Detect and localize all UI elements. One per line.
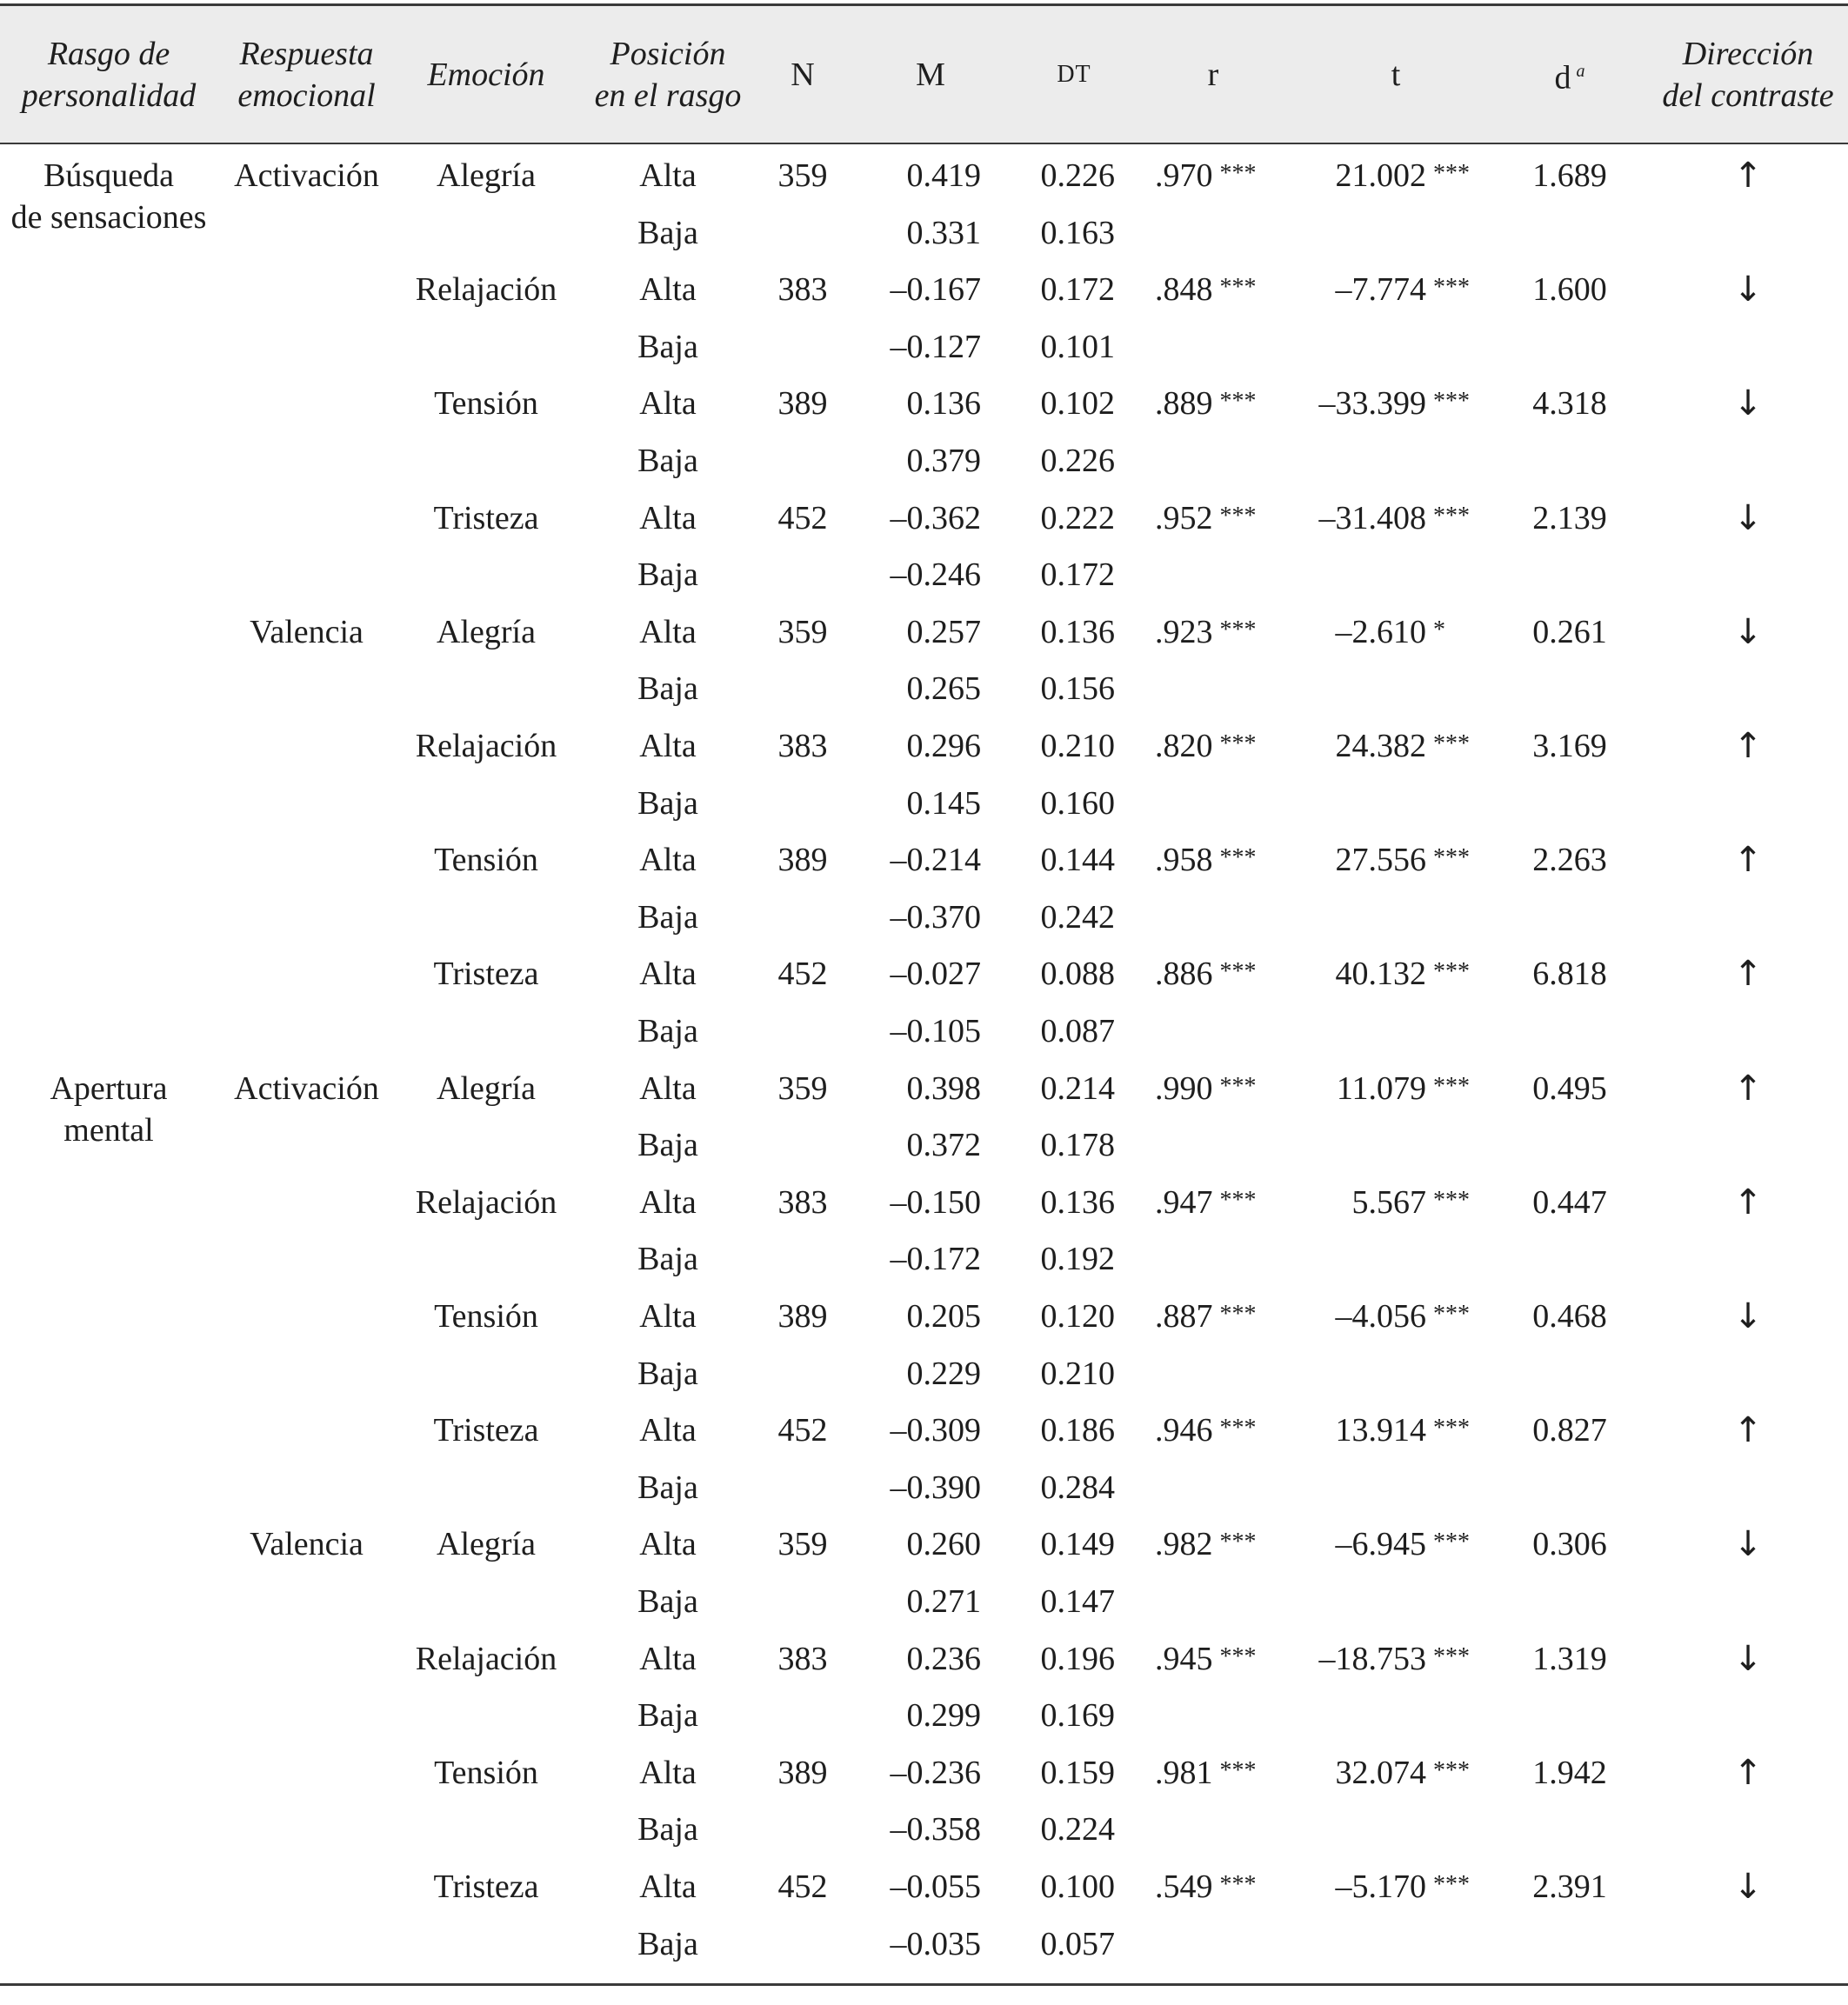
position-cell: Alta: [639, 499, 697, 536]
r-significance: ***: [1219, 1072, 1257, 1100]
emotion-cell: Relajación: [415, 728, 557, 764]
dt-cell: 0.088: [1040, 956, 1115, 993]
r-cell: .947 ***: [1155, 1183, 1257, 1221]
r-cell: .981 ***: [1155, 1754, 1257, 1791]
emotion-cell: Tensión: [434, 1298, 538, 1335]
t-cell: [1252, 497, 1478, 543]
r-significance: ***: [1219, 502, 1257, 530]
position-cell: Baja: [637, 1469, 698, 1506]
dt-cell: 0.196: [1040, 1640, 1115, 1677]
header-emotion: [396, 6, 577, 143]
m-cell: 0.379: [906, 443, 981, 479]
d-cell: 0.447: [1532, 1183, 1607, 1221]
r-significance: ***: [1219, 1529, 1257, 1556]
t-value: –4.056: [1335, 1298, 1426, 1335]
position-cell: Baja: [637, 784, 698, 822]
m-cell: –0.358: [890, 1811, 981, 1848]
emotion-cell: Alegría: [437, 613, 536, 650]
r-cell: .820 ***: [1155, 728, 1257, 764]
r-significance: ***: [1219, 274, 1257, 302]
header-n: [759, 6, 846, 143]
position-cell: Baja: [637, 214, 698, 251]
m-cell: –0.167: [890, 271, 981, 309]
t-value: –5.170: [1335, 1868, 1426, 1905]
dt-cell: 0.136: [1040, 1183, 1115, 1221]
t-significance: ***: [1433, 1301, 1470, 1328]
emotion-cell: Alegría: [437, 157, 536, 194]
t-cell: [1252, 953, 1478, 998]
t-significance: ***: [1433, 1186, 1470, 1214]
n-cell: 383: [777, 1640, 828, 1677]
r-cell: .952 ***: [1155, 499, 1257, 536]
r-cell: .970 ***: [1155, 157, 1257, 194]
d-cell: 1.942: [1532, 1754, 1607, 1791]
trait-label: mental: [63, 1111, 154, 1149]
d-cell: 1.319: [1532, 1640, 1607, 1677]
m-cell: 0.136: [906, 385, 981, 423]
position-cell: Alta: [639, 1412, 697, 1449]
direction-arrow-icon: ↑: [1733, 1182, 1763, 1222]
t-value: 13.914: [1335, 1412, 1426, 1449]
m-cell: 0.331: [906, 214, 981, 251]
direction-arrow-icon: ↓: [1733, 1867, 1763, 1907]
direction-arrow-icon: ↓: [1733, 611, 1763, 652]
direction-arrow-icon: ↑: [1733, 726, 1763, 766]
dt-cell: 0.136: [1040, 613, 1115, 650]
m-cell: 0.372: [906, 1127, 981, 1164]
m-cell: 0.205: [906, 1298, 981, 1335]
t-value: 5.567: [1351, 1183, 1426, 1221]
n-cell: 452: [777, 1412, 828, 1449]
dt-cell: 0.169: [1040, 1697, 1115, 1735]
t-value: 27.556: [1335, 842, 1426, 879]
header-trait-line2: personalidad: [21, 77, 197, 114]
header-m: [870, 6, 991, 143]
dt-cell: 0.284: [1040, 1469, 1115, 1506]
dt-cell: 0.149: [1040, 1526, 1115, 1563]
dt-cell: 0.222: [1040, 499, 1115, 536]
position-cell: Alta: [639, 1183, 697, 1221]
t-significance: ***: [1433, 958, 1470, 986]
direction-arrow-icon: ↑: [1733, 1752, 1763, 1793]
r-significance: ***: [1219, 844, 1257, 872]
t-significance: ***: [1433, 274, 1470, 302]
position-cell: Baja: [637, 1355, 698, 1392]
t-value: –18.753: [1318, 1640, 1426, 1677]
dt-cell: 0.159: [1040, 1754, 1115, 1791]
m-cell: –0.246: [890, 556, 981, 594]
m-cell: 0.419: [906, 157, 981, 194]
direction-arrow-icon: ↓: [1733, 497, 1763, 538]
t-value: 24.382: [1335, 728, 1426, 764]
d-cell: 0.306: [1532, 1526, 1607, 1563]
n-cell: 359: [777, 1526, 828, 1563]
m-cell: 0.229: [906, 1355, 981, 1392]
d-cell: 0.468: [1532, 1298, 1607, 1335]
direction-arrow-icon: ↓: [1733, 1638, 1763, 1679]
dt-cell: 0.087: [1040, 1013, 1115, 1049]
m-cell: 0.299: [906, 1697, 981, 1735]
dt-cell: 0.242: [1040, 898, 1115, 936]
dt-cell: 0.210: [1040, 1355, 1115, 1392]
t-cell: [1252, 155, 1478, 200]
r-cell: .887 ***: [1155, 1298, 1257, 1335]
t-cell: [1252, 1523, 1478, 1569]
n-cell: 452: [777, 1868, 828, 1905]
d-cell: 0.495: [1532, 1069, 1607, 1107]
r-cell: .549 ***: [1155, 1868, 1257, 1905]
direction-arrow-icon: ↓: [1733, 270, 1763, 310]
t-significance: ***: [1433, 1072, 1470, 1100]
dt-cell: 0.226: [1040, 157, 1115, 194]
header-response-line2: emocional: [237, 77, 376, 114]
t-value: 21.002: [1335, 157, 1426, 194]
r-cell: .958 ***: [1155, 842, 1257, 879]
dt-cell: 0.163: [1040, 214, 1115, 251]
m-cell: 0.257: [906, 613, 981, 650]
dt-cell: 0.226: [1040, 443, 1115, 479]
trait-label: Apertura: [50, 1069, 168, 1107]
t-cell: [1252, 839, 1478, 884]
t-value: –33.399: [1318, 385, 1426, 423]
header-r-label: r: [1207, 56, 1219, 93]
r-cell: .946 ***: [1155, 1412, 1257, 1449]
emotion-cell: Alegría: [437, 1526, 536, 1563]
position-cell: Alta: [639, 385, 697, 423]
position-cell: Alta: [639, 1526, 697, 1563]
r-cell: .848 ***: [1155, 271, 1257, 309]
m-cell: –0.105: [890, 1013, 981, 1049]
m-cell: 0.296: [906, 728, 981, 764]
response-label: Valencia: [250, 613, 364, 650]
header-response-line1: Respuesta: [239, 35, 374, 72]
m-cell: –0.214: [890, 842, 981, 879]
r-significance: ***: [1219, 616, 1257, 643]
emotion-cell: Tristeza: [433, 499, 539, 536]
t-significance: ***: [1433, 388, 1470, 416]
direction-arrow-icon: ↓: [1733, 383, 1763, 424]
position-cell: Baja: [637, 1925, 698, 1962]
m-cell: –0.362: [890, 499, 981, 536]
r-significance: ***: [1219, 1642, 1257, 1670]
response-label: Valencia: [250, 1526, 364, 1563]
table-header: [0, 6, 1848, 143]
dt-cell: 0.210: [1040, 728, 1115, 764]
dt-cell: 0.214: [1040, 1069, 1115, 1107]
t-significance: ***: [1433, 1642, 1470, 1670]
t-cell: [1252, 1866, 1478, 1911]
emotion-cell: Relajación: [415, 1183, 557, 1221]
d-cell: 6.818: [1532, 956, 1607, 993]
dt-cell: 0.120: [1040, 1298, 1115, 1335]
d-cell: 2.263: [1532, 842, 1607, 879]
d-cell: 1.600: [1532, 271, 1607, 309]
r-significance: ***: [1219, 1871, 1257, 1898]
position-cell: Alta: [639, 1868, 697, 1905]
header-position-line1: Posición: [610, 35, 726, 72]
dt-cell: 0.172: [1040, 556, 1115, 594]
header-d: [1504, 6, 1635, 143]
position-cell: Alta: [639, 1640, 697, 1677]
emotion-cell: Tristeza: [433, 1412, 539, 1449]
r-cell: .923 ***: [1155, 613, 1257, 650]
header-dt: [1013, 6, 1135, 143]
n-cell: 359: [777, 1069, 828, 1107]
direction-arrow-icon: ↑: [1733, 954, 1763, 995]
r-significance: ***: [1219, 730, 1257, 757]
t-cell: [1252, 383, 1478, 428]
r-significance: ***: [1219, 1186, 1257, 1214]
t-significance: ***: [1433, 1756, 1470, 1784]
header-m-label: M: [916, 56, 945, 93]
position-cell: Alta: [639, 956, 697, 993]
header-d-footnote: a: [1576, 61, 1585, 81]
header-dt-label: DT: [1057, 60, 1091, 88]
dt-cell: 0.101: [1040, 328, 1115, 365]
n-cell: 389: [777, 385, 828, 423]
dt-cell: 0.178: [1040, 1127, 1115, 1164]
d-cell: 2.139: [1532, 499, 1607, 536]
d-cell: 0.827: [1532, 1412, 1607, 1449]
emotion-cell: Relajación: [415, 1640, 557, 1677]
t-cell: [1252, 725, 1478, 770]
emotion-cell: Tensión: [434, 1754, 538, 1791]
direction-arrow-icon: ↓: [1733, 1296, 1763, 1336]
t-significance: ***: [1433, 1415, 1470, 1442]
position-cell: Alta: [639, 728, 697, 764]
header-emotion-label: Emoción: [427, 56, 545, 93]
position-cell: Alta: [639, 157, 697, 194]
header-response: [217, 6, 396, 143]
r-significance: ***: [1219, 1415, 1257, 1442]
t-value: –2.610: [1335, 613, 1426, 650]
r-significance: ***: [1219, 1301, 1257, 1328]
dt-cell: 0.100: [1040, 1868, 1115, 1905]
t-significance: ***: [1433, 502, 1470, 530]
d-cell: 2.391: [1532, 1868, 1607, 1905]
m-cell: –0.055: [890, 1868, 981, 1905]
position-cell: Baja: [637, 898, 698, 936]
emotion-cell: Tensión: [434, 842, 538, 879]
dt-cell: 0.172: [1040, 271, 1115, 309]
position-cell: Baja: [637, 670, 698, 708]
position-cell: Alta: [639, 842, 697, 879]
dt-cell: 0.144: [1040, 842, 1115, 879]
emotion-cell: Tristeza: [433, 956, 539, 993]
t-value: 11.079: [1336, 1069, 1426, 1107]
t-value: –6.945: [1335, 1526, 1426, 1563]
bottom-rule: [0, 1983, 1848, 1986]
header-direction-line1: Dirección: [1682, 35, 1814, 72]
n-cell: 383: [777, 271, 828, 309]
t-significance: *: [1433, 616, 1445, 643]
t-significance: ***: [1433, 1529, 1470, 1556]
emotion-cell: Tensión: [434, 385, 538, 423]
m-cell: 0.145: [906, 784, 981, 822]
dt-cell: 0.160: [1040, 784, 1115, 822]
t-cell: [1252, 1182, 1478, 1227]
emotion-cell: Tristeza: [433, 1868, 539, 1905]
m-cell: –0.309: [890, 1412, 981, 1449]
d-cell: 4.318: [1532, 385, 1607, 423]
r-cell: .945 ***: [1155, 1640, 1257, 1677]
t-value: –31.408: [1318, 499, 1426, 536]
r-significance: ***: [1219, 1756, 1257, 1784]
r-cell: .886 ***: [1155, 956, 1257, 993]
m-cell: –0.150: [890, 1183, 981, 1221]
position-cell: Baja: [637, 1127, 698, 1164]
t-cell: [1252, 611, 1478, 656]
n-cell: 389: [777, 842, 828, 879]
d-cell: 0.261: [1532, 613, 1607, 650]
dt-cell: 0.186: [1040, 1412, 1115, 1449]
direction-arrow-icon: ↑: [1733, 1410, 1763, 1451]
position-cell: Alta: [639, 613, 697, 650]
header-t-label: t: [1391, 56, 1401, 93]
t-significance: ***: [1433, 160, 1470, 187]
position-cell: Baja: [637, 1697, 698, 1735]
direction-arrow-icon: ↑: [1733, 840, 1763, 881]
t-cell: [1252, 269, 1478, 314]
header-position-line2: en el rasgo: [594, 77, 742, 114]
r-cell: .982 ***: [1155, 1526, 1257, 1563]
t-cell: [1252, 1409, 1478, 1455]
header-direction-line2: del contraste: [1662, 77, 1834, 114]
trait-label: Búsqueda: [43, 157, 174, 194]
header-rule: [0, 143, 1848, 144]
n-cell: 359: [777, 157, 828, 194]
m-cell: –0.127: [890, 328, 981, 365]
response-label: Activación: [234, 1069, 379, 1107]
direction-arrow-icon: ↑: [1733, 1068, 1763, 1109]
position-cell: Alta: [639, 271, 697, 309]
m-cell: –0.390: [890, 1469, 981, 1506]
t-cell: [1252, 1752, 1478, 1797]
position-cell: Baja: [637, 1241, 698, 1278]
position-cell: Baja: [637, 328, 698, 365]
d-cell: 3.169: [1532, 728, 1607, 764]
t-significance: ***: [1433, 730, 1470, 757]
header-r: [1152, 6, 1274, 143]
response-label: Activación: [234, 157, 379, 194]
m-cell: 0.236: [906, 1640, 981, 1677]
m-cell: –0.172: [890, 1241, 981, 1278]
r-significance: ***: [1219, 958, 1257, 986]
dt-cell: 0.156: [1040, 670, 1115, 708]
m-cell: –0.370: [890, 898, 981, 936]
dt-cell: 0.147: [1040, 1583, 1115, 1620]
r-cell: .889 ***: [1155, 385, 1257, 423]
r-significance: ***: [1219, 388, 1257, 416]
header-position: [577, 6, 759, 143]
position-cell: Alta: [639, 1754, 697, 1791]
header-trait-line1: Rasgo de: [47, 35, 170, 72]
m-cell: –0.035: [890, 1925, 981, 1962]
t-cell: [1252, 1638, 1478, 1683]
position-cell: Baja: [637, 1013, 698, 1049]
n-cell: 452: [777, 499, 828, 536]
dt-cell: 0.057: [1040, 1925, 1115, 1962]
dt-cell: 0.224: [1040, 1811, 1115, 1848]
m-cell: 0.271: [906, 1583, 981, 1620]
t-value: 32.074: [1335, 1754, 1426, 1791]
t-cell: [1252, 1068, 1478, 1113]
position-cell: Baja: [637, 556, 698, 594]
direction-arrow-icon: ↑: [1733, 156, 1763, 196]
n-cell: 452: [777, 956, 828, 993]
m-cell: –0.027: [890, 956, 981, 993]
header-direction: [1648, 6, 1848, 143]
t-significance: ***: [1433, 844, 1470, 872]
header-d-label: d: [1554, 59, 1571, 97]
emotion-cell: Relajación: [415, 271, 557, 309]
m-cell: –0.236: [890, 1754, 981, 1791]
t-significance: ***: [1433, 1871, 1470, 1898]
position-cell: Alta: [639, 1298, 697, 1335]
position-cell: Baja: [637, 1811, 698, 1848]
t-cell: [1252, 1296, 1478, 1341]
n-cell: 383: [777, 1183, 828, 1221]
t-value: –7.774: [1335, 271, 1426, 309]
t-value: 40.132: [1335, 956, 1426, 993]
direction-arrow-icon: ↓: [1733, 1524, 1763, 1565]
emotion-cell: Alegría: [437, 1069, 536, 1107]
d-cell: 1.689: [1532, 157, 1607, 194]
header-n-label: N: [791, 56, 815, 93]
header-t: [1322, 6, 1470, 143]
m-cell: 0.398: [906, 1069, 981, 1107]
dt-cell: 0.192: [1040, 1241, 1115, 1278]
n-cell: 383: [777, 728, 828, 764]
trait-label: de sensaciones: [10, 199, 207, 236]
m-cell: 0.260: [906, 1526, 981, 1563]
n-cell: 359: [777, 613, 828, 650]
m-cell: 0.265: [906, 670, 981, 708]
position-cell: Baja: [637, 443, 698, 479]
r-cell: .990 ***: [1155, 1069, 1257, 1107]
n-cell: 389: [777, 1298, 828, 1335]
dt-cell: 0.102: [1040, 385, 1115, 423]
position-cell: Alta: [639, 1069, 697, 1107]
header-trait: [0, 6, 217, 143]
n-cell: 389: [777, 1754, 828, 1791]
r-significance: ***: [1219, 160, 1257, 187]
position-cell: Baja: [637, 1583, 698, 1620]
